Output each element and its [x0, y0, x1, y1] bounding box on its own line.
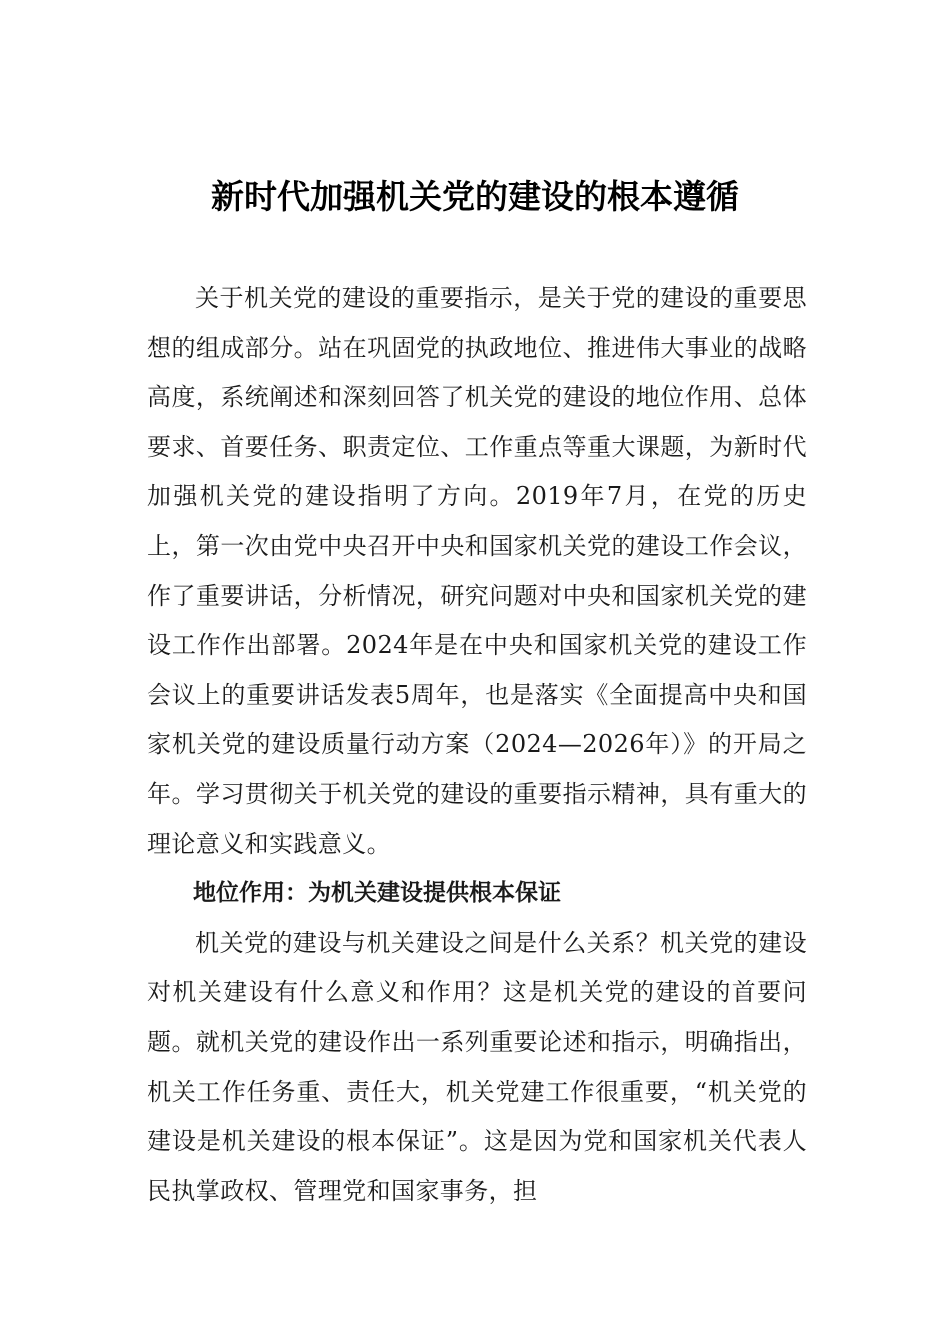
intro-paragraph: 关于机关党的建设的重要指示，是关于党的建设的重要思想的组成部分。站在巩固党的执政地位、推进伟大事业的战略高度，系统阐述和深刻回答了机关党的建设的地位作用、总体要求、首要任务、职责定位、工作重点等重大课题，为新时代加强机关党的建设指明了方向。2019年7月，在党的历史上，第一次由党中央召开中央和国家机关党的建设工作会议，作了重要讲话，分析情况，研究问题对中央和国家机关党的建设工作作出部署。2024年是在中央和国家机关党的建设工作会议上的重要讲话发表5周年，也是落实《全面提高中央和国家机关党的建设质量行动方案（2024—2026年）》的开局之年。学习贯彻关于机关党的建设的重要指示精神，具有重大的理论意义和实践意义。 [147, 284, 807, 858]
section-paragraph: 机关党的建设与机关建设之间是什么关系？机关党的建设对机关建设有什么意义和作用？这是机关党的建设的首要问题。就机关党的建设作出一系列重要论述和指示，明确指出，机关工作任务重、责任大，机关党建工作很重要，“机关党的建设是机关建设的根本保证”。这是因为党和国家机关代表人民执掌政权、管理党和国家事务，担 [147, 928, 807, 1205]
document-title: 新时代加强机关党的建设的根本遵循 [211, 177, 739, 216]
section-heading: 地位作用：为机关建设提供根本保证 [193, 880, 561, 907]
document-body [147, 274, 807, 1216]
